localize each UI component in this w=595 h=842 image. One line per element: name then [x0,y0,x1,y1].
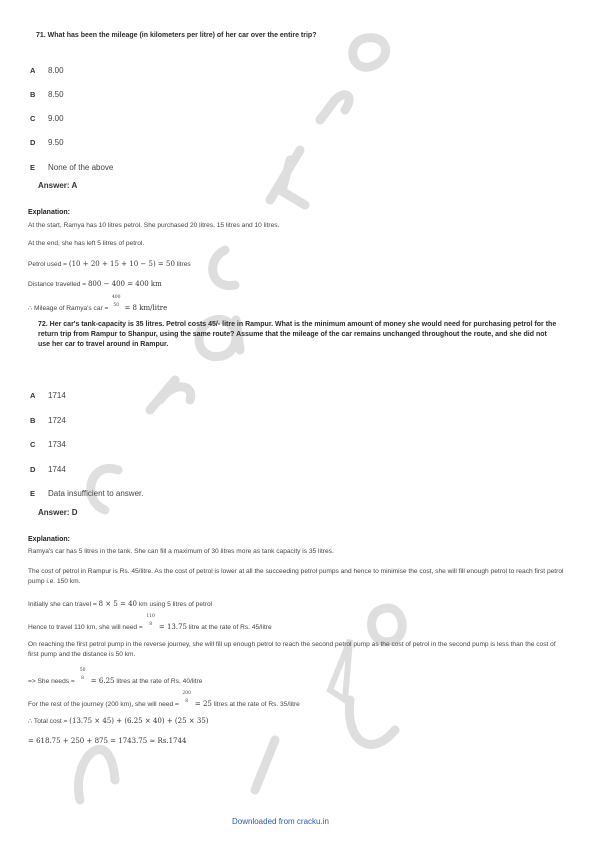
label: Hence to travel 110 km, she will need = [28,624,145,631]
q72-initial-range [28,600,212,608]
q72-needs [28,668,203,685]
result: = 6.25 [88,677,115,685]
option-text: 9.00 [48,114,64,123]
numerator: 50 [79,668,86,673]
option-letter: D [30,465,36,474]
q72-option-b[interactable] [30,416,66,425]
option-letter: E [30,163,36,172]
question-72-text: 72. Her car's tank-capacity is 35 litres. Petrol costs 45/- litre in Rampur. What is the minimum amount of money she would need for purchasing petrol for the return trip from Rampur to Shanpur, using the same route? Assume that the mileage of the car remains unchanged throughout the route, and she did not use her car to travel around in Rampur. [38,321,557,348]
denominator: 8 [149,622,153,627]
q71-answer: Answer: A [38,181,78,190]
result: = 13.75 [156,623,187,631]
q72-final-cost [28,737,186,745]
denominator: 8 [185,699,189,704]
q72-answer: Answer: D [38,508,78,517]
q71-distance [28,280,162,288]
footer-link[interactable]: Downloaded from cracku.in [232,817,329,826]
q72-explanation-heading: Explanation: [28,536,71,543]
option-text: 1724 [48,416,66,425]
q71-explanation-line: At the end, she has left 5 litres of petrol. [28,240,145,247]
q72-explanation-paragraph: On reaching the first petrol pump in the reverse journey, she will fill up enough petrol to reach the second petrol pump as the cost of petrol in the second pump is less than the cost of first pump and the distance is 50 km. [28,641,556,658]
formula: 800 − 400 = 400 km [87,280,162,288]
option-text: 8.00 [48,66,64,75]
label: Petrol used = [28,261,69,268]
result: = 25 [192,700,212,708]
q72-option-a[interactable] [30,391,66,400]
formula: (13.75 × 45) + (6.25 × 40) + (25 × 35) [69,717,209,725]
q71-option-a[interactable] [30,66,64,75]
q71-option-d[interactable] [30,138,64,147]
q72-option-c[interactable] [30,440,66,449]
result: = 8 km/litre [122,304,168,312]
q72-travel-110 [28,614,272,631]
label: ∴ Total cost = [28,718,70,725]
fraction [145,614,157,629]
q71-option-e[interactable] [30,163,113,172]
option-letter: B [30,90,36,99]
formula: (10 + 20 + 15 + 10 − 5) = 50 [68,260,175,268]
label: For the rest of the journey (200 km), she will need = [28,701,181,708]
option-text: 1744 [48,465,66,474]
q72-explanation-line: Ramya's car has 5 litres in the tank. She can fill a maximum of 30 litres more as tank capacity is 35 litres. [28,548,334,555]
numerator: 400 [111,295,121,300]
formula: = 618.75 + 250 + 875 = 1743.75 ≈ Rs.1744 [28,737,187,745]
option-text: 1714 [48,391,66,400]
unit: km using 5 litres of petrol [137,601,213,608]
option-letter: C [30,440,36,449]
q72-rest-of-journey [28,691,300,708]
unit: litres at the rate of Rs. 35/litre [211,701,300,708]
label: Initially she can travel = [28,601,99,608]
option-text: 8.50 [48,90,64,99]
option-letter: C [30,114,36,123]
q71-explanation-line: At the start, Ramya has 10 litres petrol. She purchased 20 litres, 15 litres and 10 litres. [28,222,280,229]
fraction [181,691,193,706]
unit: litres at the rate of Rs. 40/litre [114,678,203,685]
option-letter: E [30,489,36,498]
label: Distance travelled = [28,281,88,288]
q72-explanation-paragraph: The cost of petrol in Rampur is Rs. 45/litre. As the cost of petrol is lower at all the succeeding petrol pumps and hence to minimise the cost, she will fill enough petrol to reach first petrol pump i.e. 150 km. [28,568,564,585]
q72-total-cost [28,717,209,725]
unit: litre at the rate of Rs. 45/litre [186,624,272,631]
label: => She needs = [28,678,77,685]
option-text: Data insufficient to answer. [48,489,144,498]
q71-option-b[interactable] [30,90,64,99]
fraction [110,295,122,310]
unit: litres [174,261,191,268]
denominator: 50 [113,303,120,308]
q71-mileage [28,295,168,312]
numerator: 200 [182,691,191,696]
q71-petrol-used [28,260,191,268]
q71-option-c[interactable] [30,114,64,123]
q72-option-d[interactable] [30,465,66,474]
denominator: 8 [81,676,85,681]
option-text: 1734 [48,440,66,449]
q72-option-e[interactable] [30,489,143,498]
option-letter: B [30,416,36,425]
option-letter: A [30,391,36,400]
label: ∴ Mileage of Ramya's car = [28,305,111,312]
formula: 8 × 5 = 40 [98,600,138,608]
option-text: 9.50 [48,138,64,147]
option-letter: A [30,66,36,75]
q71-explanation-heading: Explanation: [28,209,71,216]
numerator: 110 [146,614,155,619]
fraction [77,668,89,683]
option-text: None of the above [48,163,114,172]
question-71-text: 71. What has been the mileage (in kilometers per litre) of her car over the entire trip? [36,32,317,39]
option-letter: D [30,138,36,147]
